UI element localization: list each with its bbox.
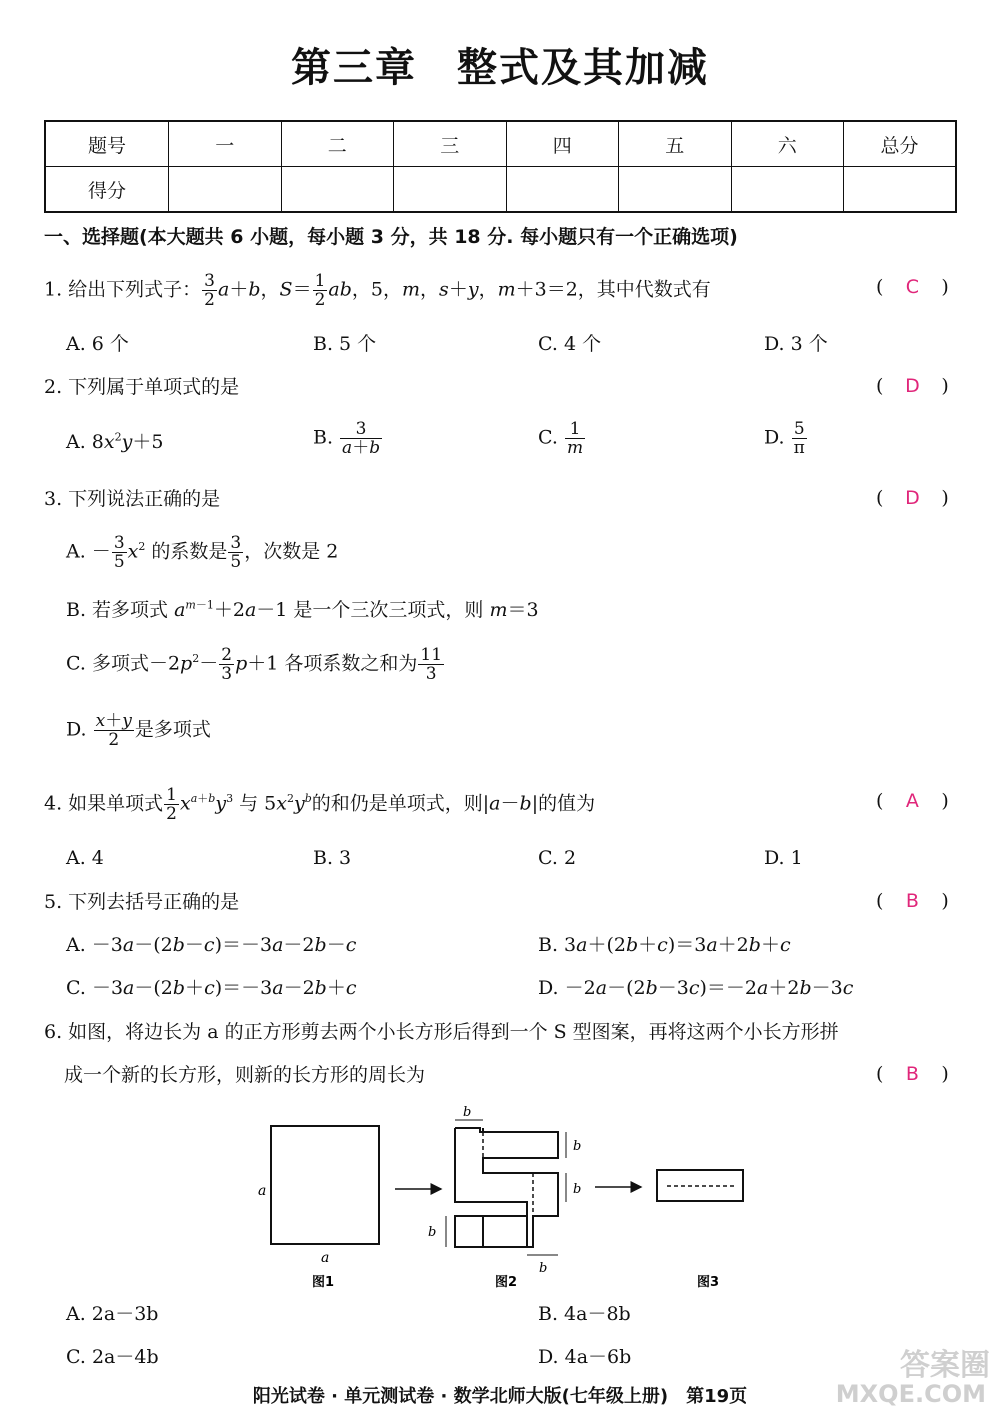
- figure-1-square: [258, 1126, 379, 1266]
- score-cell[interactable]: [731, 167, 844, 213]
- question-2: 2. 下列属于单项式的是: [44, 376, 240, 398]
- score-col: 三: [394, 121, 507, 167]
- q1-option-d: D. 3 个: [764, 333, 828, 355]
- score-col: 一: [169, 121, 282, 167]
- q4-option-c: C. 2: [538, 847, 577, 869]
- q2-option-d: D. $\frac{5}{\pi}$: [764, 419, 805, 458]
- q5-answer: ( B ): [876, 890, 949, 912]
- question-5: 5. 下列去括号正确的是: [44, 891, 240, 913]
- question-6-line2: 成一个新的长方形，则新的长方形的周长为: [64, 1064, 426, 1086]
- q5-option-d: D. －2a－(2b－3c)＝－2a＋2b－3c: [538, 977, 854, 999]
- q4-option-a: A. 4: [66, 847, 104, 869]
- figure-3-rectangle: [657, 1170, 743, 1201]
- score-table: [44, 120, 957, 213]
- svg-text:b: b: [573, 1139, 582, 1154]
- q6-option-b: B. 4a－8b: [538, 1303, 631, 1325]
- svg-text:b: b: [463, 1105, 472, 1120]
- q1-option-b: B. 5 个: [313, 333, 377, 355]
- q4-answer: ( A ): [876, 790, 949, 812]
- watermark-logo: 答案圈: [900, 1348, 990, 1383]
- q4-option-b: B. 3: [313, 847, 352, 869]
- score-col: 总分: [844, 121, 957, 167]
- score-table-score-row: [45, 167, 956, 213]
- score-header-label: 题号: [45, 121, 169, 167]
- score-cell[interactable]: [506, 167, 619, 213]
- figure-label-3: 图3: [697, 1275, 720, 1290]
- score-table-header-row: [45, 121, 956, 167]
- q2-answer: ( D ): [876, 375, 949, 397]
- q4-option-d: D. 1: [764, 847, 803, 869]
- frac-3-2: $\frac{3}{2}$: [204, 271, 215, 310]
- score-cell[interactable]: [844, 167, 957, 213]
- q3-answer: ( D ): [876, 487, 949, 509]
- q2-option-a: A. $8x^2y+5$: [66, 430, 164, 453]
- watermark-url: MXQE.COM: [835, 1380, 986, 1408]
- score-col: 六: [731, 121, 844, 167]
- figure-label-1: 图1: [312, 1275, 335, 1290]
- q6-figure: [255, 1100, 775, 1300]
- score-col: 二: [281, 121, 394, 167]
- svg-text:b: b: [428, 1225, 437, 1240]
- page-title: [0, 36, 1000, 93]
- score-row-label: 得分: [45, 167, 169, 213]
- svg-text:b: b: [573, 1182, 582, 1197]
- q3-option-a: A. － $\frac{3}{5}$ $x^2$ 的系数是 $\frac{3}{5}$ ，次数是 2: [66, 533, 339, 572]
- score-cell[interactable]: [619, 167, 732, 213]
- score-col: 四: [506, 121, 619, 167]
- question-6-line1: 6. 如图，将边长为 a 的正方形剪去两个小长方形后得到一个 S 型图案，再将这两个小长方形拼: [44, 1021, 839, 1043]
- svg-text:a: a: [258, 1183, 267, 1199]
- q5-option-a: A. －3a－(2b－c)＝－3a－2b－c: [66, 934, 357, 956]
- svg-text:a: a: [321, 1250, 330, 1266]
- question-3: 3. 下列说法正确的是: [44, 488, 221, 510]
- page-footer: 阳光试卷 · 单元测试卷 · 数学北师大版(七年级上册) 第19页: [252, 1386, 748, 1407]
- q6-answer: ( B ): [876, 1063, 949, 1085]
- q2-option-c: C. $\frac{1}{m}$: [538, 419, 584, 458]
- score-cell[interactable]: [394, 167, 507, 213]
- q6-option-a: A. 2a－3b: [66, 1303, 159, 1325]
- figure-label-2: 图2: [495, 1275, 518, 1290]
- section-heading: 一、选择题(本大题共 6 小题，每小题 3 分，共 18 分. 每小题只有一个正确选项): [44, 226, 738, 248]
- title-chapter: 第三章: [291, 45, 417, 91]
- svg-text:b: b: [539, 1261, 548, 1276]
- q6-option-c: C. 2a－4b: [66, 1346, 159, 1368]
- q3-option-b: B. 若多项式 $a^{m-1}+2a-1$ 是一个三次三项式，则 m＝3: [66, 598, 539, 621]
- q3-option-d: D. $\frac{x+y}{2}$ 是多项式: [66, 711, 211, 750]
- q3-option-c: C. 多项式$-2p^2-$ $\frac{2}{3}$ p＋1 各项系数之和为 $\frac{11}{3}$: [66, 645, 443, 684]
- q1-option-a: A. 6 个: [66, 333, 129, 355]
- q1-answer: ( C ): [876, 276, 949, 298]
- score-col: 五: [619, 121, 732, 167]
- q2-option-b: B. $\frac{3}{a+b}$: [313, 419, 381, 458]
- frac-1-2: $\frac{1}{2}$: [314, 271, 326, 310]
- q1-stem: 1. 给出下列式子：: [44, 278, 202, 301]
- q6-option-d: D. 4a－6b: [538, 1346, 632, 1368]
- q1-option-c: C. 4 个: [538, 333, 602, 355]
- question-4: 4. 如果单项式 $\frac{1}{2}$ $x^{a+b}y^3$ 与 $5x^2y^b$的和仍是单项式，则|a－b|的值为: [44, 785, 596, 824]
- q5-option-c: C. －3a－(2b＋c)＝－3a－2b＋c: [66, 977, 357, 999]
- score-cell[interactable]: [281, 167, 394, 213]
- score-cell[interactable]: [169, 167, 282, 213]
- figure-2-s-shape: [455, 1128, 558, 1247]
- title-topic: 整式及其加减: [457, 45, 709, 91]
- q5-option-b: B. 3a＋(2b＋c)＝3a＋2b＋c: [538, 934, 791, 956]
- question-1: 1. 给出下列式子： $\frac{3}{2}$ a＋b，S＝ $\frac{1}{2}$ ab，5，m，s＋y，m＋3＝2，其中代数式有: [44, 271, 711, 310]
